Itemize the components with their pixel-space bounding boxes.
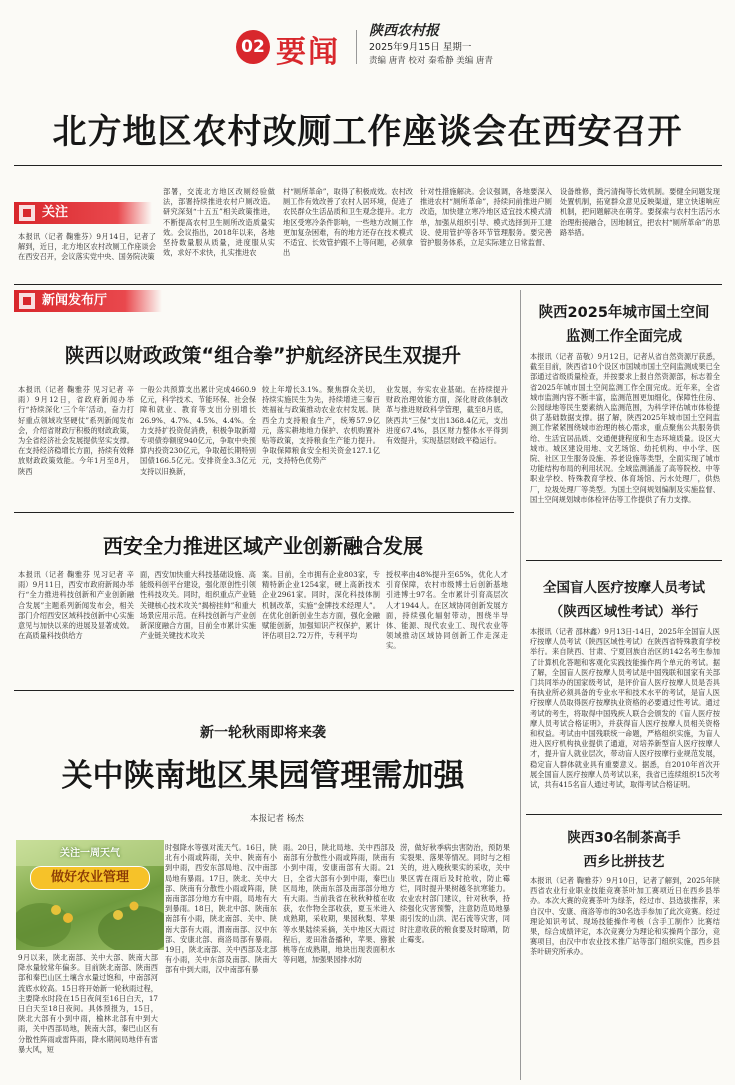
- lead-column-4: 针对性措施解决。会议强调，各地要深入推进农村“厕所革命”，持续问前推进户厕改造，加快建立寒冷地区适宜技术模式清单，加强从组织引导、模式选择到开工建设、使用管护等各环节管理服务。要完善管护服务体系，立足实际建立日常监督、: [420, 187, 552, 248]
- right-story2-body: 本报讯（记者 邵林鑫）9月13日-14日，2025年全国盲人医疗按摩人员考试（陕西区域性考试）在陕西省特殊教育学校举行。来自陕西、甘肃、宁夏回族自治区的142名考生参加了计算机化答题和客观化实践技能操作两个单元的考试。据了解，全国盲人医疗按摩人员考试是中国残联和国家有关部门共同举办的国家级考试，是评价盲人医疗按摩人员是否具有执业所必须具备的专业水平和技术水平的考试，是盲人医疗按摩人员取得医疗按摩执业资格的必要通过性考试。通过考试的考生，将取得中国残疾人联合会颁发的《盲人医疗按摩人员考试合格证明》，并获得盲人医疗按摩人员相关资格和权益。考试由中国残联统一命题，严格组织实施，为盲人进入医疗机构执业提供了通道，对培养新型盲人医疗按摩人才，提升盲人就业层次，带动盲人医疗按摩行业规范发展，稳定盲人群体就业具有重要意义。据悉，自2010年首次开展全国盲人医疗按摩人员考试以来，我省已连续组织15次考试，共有415名盲人通过考试，取得考试合格证明。: [530, 627, 720, 790]
- story2-column-4: 授权率由48%提升至65%，优化人才引育保障，农村市级博士后创新基地引进博士97名。全市累计引育高层次人才1944人。在区域协同创新发展方面，持续强化辐射带动，围绕半导体、能源、现代农业工、现代农业等领域推动区域协同创新工作走深走实。: [386, 570, 508, 651]
- story1-column-1: 本报讯（记者 鞠雅芬 见习记者 辛雨）9月12日，省政府新闻办举行“持续深化‘三个年’活动，奋力打好重点领域攻坚硬仗”系列新闻发布会，介绍省财政厅积极的财政政策，为全省经济社会发展提供坚实支撑。在支持经济稳增长方面，持续有效释放财政政策效能。今年1月至8月，陕西: [18, 385, 134, 476]
- right-story3-body: 本报讯（记者 鞠雅芬）9月10日，记者了解到，2025年陕西省农业行业职业技能竞赛茶叶加工赛项近日在西乡县举办。本次大赛的竞赛茶叶为绿茶，经过市、县选拔推荐，来自汉中、安康、商洛等市的30名选手参加了此次竞赛。经过理论知识考试、现场技能操作考核（含手工制作）比赛结果，综合成绩评定，本次竞赛分为理论和实操两个部分，竞赛项目，由汉中市农业技术推广站等部门组织实施，西乡县茶叶研究所承办。: [530, 876, 720, 957]
- orchard-headline: 关中陕南地区果园管理需加强: [61, 758, 465, 794]
- story2-column-2: 面，西安加快重大科技基础设施、高能级科创平台建设，强化原创性引领性科技攻关。同时，组织重点产业链关键核心技术攻关“揭榜挂帅”和重大场景应用示范。在科技创新与产业创新深度融合方面，目前全市累计实施产业链关键技术攻关: [140, 570, 256, 641]
- right-story1-headline-line1: 陕西2025年城市国土空间: [538, 305, 710, 321]
- section-tag-guanzhu: [14, 202, 152, 224]
- tag-square-icon: [19, 205, 35, 221]
- story1-column-2: 一般公共预算支出累计完成4660.9亿元，科学技术、节能环保、社会保障和就业、教育等支出分别增长26.9%、4.7%、4.5%、4.4%。全力支持扩投资促消费，积极争取新增专项债券额度940亿元，争取中央预算内投资230亿元，争取超长期特别国债166.5亿元。安排资金3.3亿元支持以旧换新，: [140, 385, 256, 476]
- photo-caption: 关注一周天气: [60, 848, 120, 859]
- section-title: 要闻: [276, 35, 340, 70]
- lead-divider: [14, 165, 722, 166]
- header-divider: [356, 30, 357, 64]
- right-story3-headline-line1: 陕西30名制茶高手: [567, 830, 681, 846]
- date-line: 2025年9月15日 星期一: [369, 42, 472, 53]
- lead-column-5: 设备维修，粪污清掏等长效机制。要健全问题发现处置机制，拓宽群众意见反映渠道，建立快速响应机制，把问题解决在萌芽。要探索与农村生活污水治理衔接融合，因地制宜，把农村“厕所革命”的思路举措。: [560, 187, 720, 237]
- tag-label: 新闻发布厅: [42, 293, 108, 308]
- tag-square-icon: [19, 293, 35, 309]
- story2-bottom-divider: [14, 690, 514, 691]
- orchard-column-3: 雨。20日，陕北局地、关中西部及南部有分散性小雨或阵雨，陕南有小到中雨，安康南部有大雨。21日，全省大部有小到中雨，秦巴山区局地，陕南东部及南部部分地方有大雨。当前我省在秋秋种植在收获，农作物全部收获，夏玉米进入成熟期，采收期，果园秋梨、苹果等水果陆续采摘，关中地区大雨过程后，麦田准备播种，苹果、猕猴桃等在成熟期，地块出现表面积水等问题，加强果园排水防: [283, 843, 395, 965]
- orchard-column-1: 9月以来，陕北南部、关中大部、陕南大部降水量较常年偏多。目前陕北南部、陕南西部和秦巴山区土壤含水量过饱和，中南部河流底水较高。15日将开始新一轮秋雨过程，主要降水时段在15日夜间至16日白天，17日白天至18日夜间。具体预报为，15日，陕北大部有小到中雨，榆林北部有中到大雨，关中西部局地，陕南大部，秦巴山区有分散性阵雨或雷阵雨，降水期间局地伴有雷暴大风，短: [18, 953, 158, 1054]
- orchard-column-4: 涝，做好秋季病虫害防治，预防果实裂果、落果等情况。同时与之相关的，进入晚秋果实的采收，关中果区需在雨后及时抢收，防止霉烂，同时提升果树越冬抗寒能力。农业农村部门建议，针对秋季，持续强化灾害预警，注意防范局地暴雨引发的山洪、泥石流等灾害，同时注意收获的粮食要及时晾晒，防止霉变。: [400, 843, 510, 944]
- right-story1-divider: [526, 560, 722, 561]
- right-story2-headline-line2: （陕西区域性考试）举行: [549, 604, 699, 620]
- right-story3-headline-line2: 西乡比拼技艺: [583, 854, 665, 870]
- lead-headline: 北方地区农村改厕工作座谈会在西安召开: [52, 112, 683, 152]
- story2-column-1: 本报讯（记者 鞠雅芬 见习记者 辛雨）9月11日，西安市政府新闻办举行“全力推进科技创新和产业创新融合发展”主题系列新闻发布会，相关部门介绍西安区域科技创新中心实施意见与加快以来的进展及显著成效。在高质量科技供给方: [18, 570, 134, 641]
- lead-column-2: 部署，交流北方地区改厕经验做法，部署持续推进农村户厕改造。研究深刻“十五五”相关政策推进，不断提高农村卫生厕所改造质量实效。会议指出，2018年以来，各地坚持数量服从质量，进度服从实效，求好不求快，扎实推进农: [163, 187, 275, 258]
- lead-column-1: 本报讯（记者 鞠雅芬）9月14日，记者了解到，近日，北方地区农村改厕工作座谈会在西安召开，会议落实党中央、国务院决策: [18, 232, 156, 262]
- photo-banner: 做好农业管理: [30, 866, 150, 890]
- story1-column-3: 较上年增长3.1%。聚焦群众关切，持续实施民生为先，持续增进三秦百姓福祉与政策推动农业农村发展。陕西全力支持粮食生产，统筹57.9亿元，落实耕地地力保护、农机购置补贴等政策，支持粮食生产能力提升。争取保障粮食安全相关资金127.1亿元，支持特色优势产: [262, 385, 380, 466]
- right-story1-headline-line2: 监测工作全面完成: [566, 329, 682, 345]
- story2-headline: 西安全力推进区域产业创新融合发展: [103, 534, 423, 558]
- editors-line: 责编 唐青 校对 秦希静 美编 唐青: [369, 56, 494, 66]
- right-story1-body: 本报讯（记者 苗敬）9月12日，记者从省自然资源厅获悉，截至目前，陕西省10个设区市国城市国土空间监测成果已全部通过省级质量检查，并按要求上报自然资源部，标志着全省2025年城市国土空间监测工作全面完成。近年来，全省城市监测内容不断丰富，监测范围更加细化，保障性住房、公园绿地等民生要素纳入监测范围，为科学评估城市体检提供了基础数据支撑。据了解，陕西2025年城市国土空间监测工作紧紧围绕城市治理的核心需求，重点聚焦公共服务供给、生活宜居品质、交通便捷程度和生态环境质量。设区大城市。城区建设用地、文艺场馆、幼托机构、中小学、医院、社区卫生服务设施、养老设施等类型，全面实现了城市功能结构布局的利用状况。全域监测涵盖了高等院校、中等职业学校、特殊教育学校、体育场馆、污水处理厂，供热厂，垃圾处理厂等类型。为国土空间规划编制及实施监督、国土空间规划城市体检评估等工作提供了有力支撑。: [530, 352, 720, 504]
- story1-column-4: 业发展，夯实农业基础。在持续提升财政治理效能方面，深化财政体制改革与推进财政科学管理，截至8月底，陕西共“三保”支出1368.4亿元，支出进度67.4%，县区财力整体水平得到有效提升，实现基层财政平稳运行。: [386, 385, 508, 446]
- newspaper-logo: 陕西农村报: [369, 23, 439, 39]
- orchard-column-2: 时强降水等强对流天气。16日，陕北有小雨或阵雨，关中、陕南有小到中雨，西安东部局地、汉中南部局地有暴雨。17日，陕北、关中大部、陕南有分散性小雨或阵雨，陕南南部部分地方有中雨，局地有大到暴雨。18日，陕北中部、陕南东南部有小雨，陕北南部、关中、陕南大部有大雨，渭南南部、汉中东部、安康北部、商洛局部有暴雨。19日，陕北南部、关中西部及北部有小雨，关中东部及南部、陕南大部有中到大雨，汉中南部有暴: [165, 843, 277, 975]
- orchard-kicker: 新一轮秋雨即将来袭: [200, 725, 326, 741]
- lead-column-3: 村“厕所革命”，取得了积极成效。农村改厕工作有效改善了农村人居环境，促进了农民群众生活品质和卫生观念提升。北方地区受寒冷条件影响，一些地方改厕工作更加复杂困难，有的地方还存在技术模式不适宜、长效管护跟不上等问题，必须拿出: [283, 187, 413, 258]
- weather-photo: [16, 840, 164, 950]
- story1-headline: 陕西以财政政策“组合拳”护航经济民生双提升: [64, 344, 462, 367]
- right-story2-headline-line1: 全国盲人医疗按摩人员考试: [543, 580, 705, 596]
- story1-bottom-divider: [14, 512, 514, 513]
- story2-column-3: 案。目前，全市拥有企业803家，专精特新企业1254家，硬上高新技术企业2961家。同时，深化科技体制机制改革，实施“金牌技术经理人”。在优化创新创业生态方面，强化金融赋能创新，加强知识产权保护，累计评估项目2.72万件，专利平均: [262, 570, 380, 641]
- page-number-badge: 02: [236, 30, 270, 64]
- tag-label: 关注: [42, 205, 69, 220]
- lead-bottom-divider: [14, 284, 722, 285]
- right-column-divider: [520, 290, 521, 1080]
- section-tag-news-release: [14, 290, 162, 312]
- right-story2-divider: [526, 814, 722, 815]
- orchard-byline: 本报记者 杨杰: [250, 814, 304, 824]
